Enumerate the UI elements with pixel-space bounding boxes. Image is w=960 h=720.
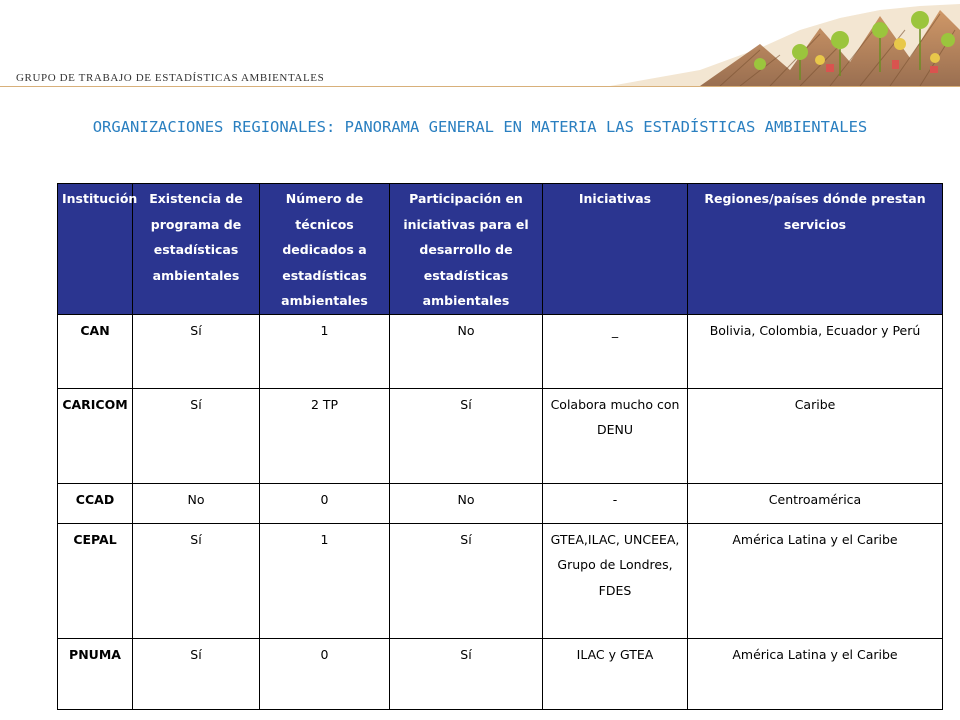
column-header-regions: Regiones/países dónde prestan servicios [688, 184, 943, 315]
technicians-cell: 2 TP [260, 388, 390, 483]
table-row [58, 483, 943, 523]
participation-cell: Sí [390, 638, 543, 709]
organizations-table [57, 183, 943, 710]
institution-cell: PNUMA [58, 638, 133, 709]
participation-cell: No [390, 314, 543, 388]
regions-cell: Bolivia, Colombia, Ecuador y Perú [688, 314, 943, 388]
regions-cell: Centroamérica [688, 483, 943, 523]
institution-cell: CAN [58, 314, 133, 388]
regions-cell: América Latina y el Caribe [688, 523, 943, 638]
table-row [58, 638, 943, 709]
institution-cell: CEPAL [58, 523, 133, 638]
page-title: ORGANIZACIONES REGIONALES: PANORAMA GENERAL EN MATERIA LAS ESTADÍSTICAS AMBIENTALES [92, 118, 868, 136]
column-header-institution: Institución [58, 184, 133, 315]
participation-cell: Sí [390, 388, 543, 483]
initiatives-cell: - [543, 483, 688, 523]
initiatives-cell: Colabora mucho con DENU [543, 388, 688, 483]
table-row [58, 523, 943, 638]
column-header-participation: Participación en iniciativas para el desarrollo de estadísticas ambientales [390, 184, 543, 315]
regions-cell: Caribe [688, 388, 943, 483]
column-header-initiatives: Iniciativas [543, 184, 688, 315]
participation-cell: Sí [390, 523, 543, 638]
technicians-cell: 0 [260, 638, 390, 709]
technicians-cell: 1 [260, 314, 390, 388]
table-row [58, 388, 943, 483]
initiatives-cell: _ [543, 314, 688, 388]
program-cell: Sí [133, 314, 260, 388]
column-header-technicians: Número de técnicos dedicados a estadísticas ambientales [260, 184, 390, 315]
program-cell: Sí [133, 523, 260, 638]
regions-cell: América Latina y el Caribe [688, 638, 943, 709]
program-cell: Sí [133, 388, 260, 483]
program-cell: No [133, 483, 260, 523]
table-header-row [58, 184, 943, 315]
institution-cell: CCAD [58, 483, 133, 523]
program-cell: Sí [133, 638, 260, 709]
initiatives-cell: ILAC y GTEA [543, 638, 688, 709]
technicians-cell: 0 [260, 483, 390, 523]
working-group-header: GRUPO DE TRABAJO DE ESTADÍSTICAS AMBIENTALES [16, 72, 325, 84]
institution-cell: CARICOM [58, 388, 133, 483]
technicians-cell: 1 [260, 523, 390, 638]
table-row [58, 314, 943, 388]
column-header-program: Existencia de programa de estadísticas ambientales [133, 184, 260, 315]
header-divider [0, 86, 960, 87]
initiatives-cell: GTEA,ILAC, UNCEEA, Grupo de Londres, FDES [543, 523, 688, 638]
participation-cell: No [390, 483, 543, 523]
